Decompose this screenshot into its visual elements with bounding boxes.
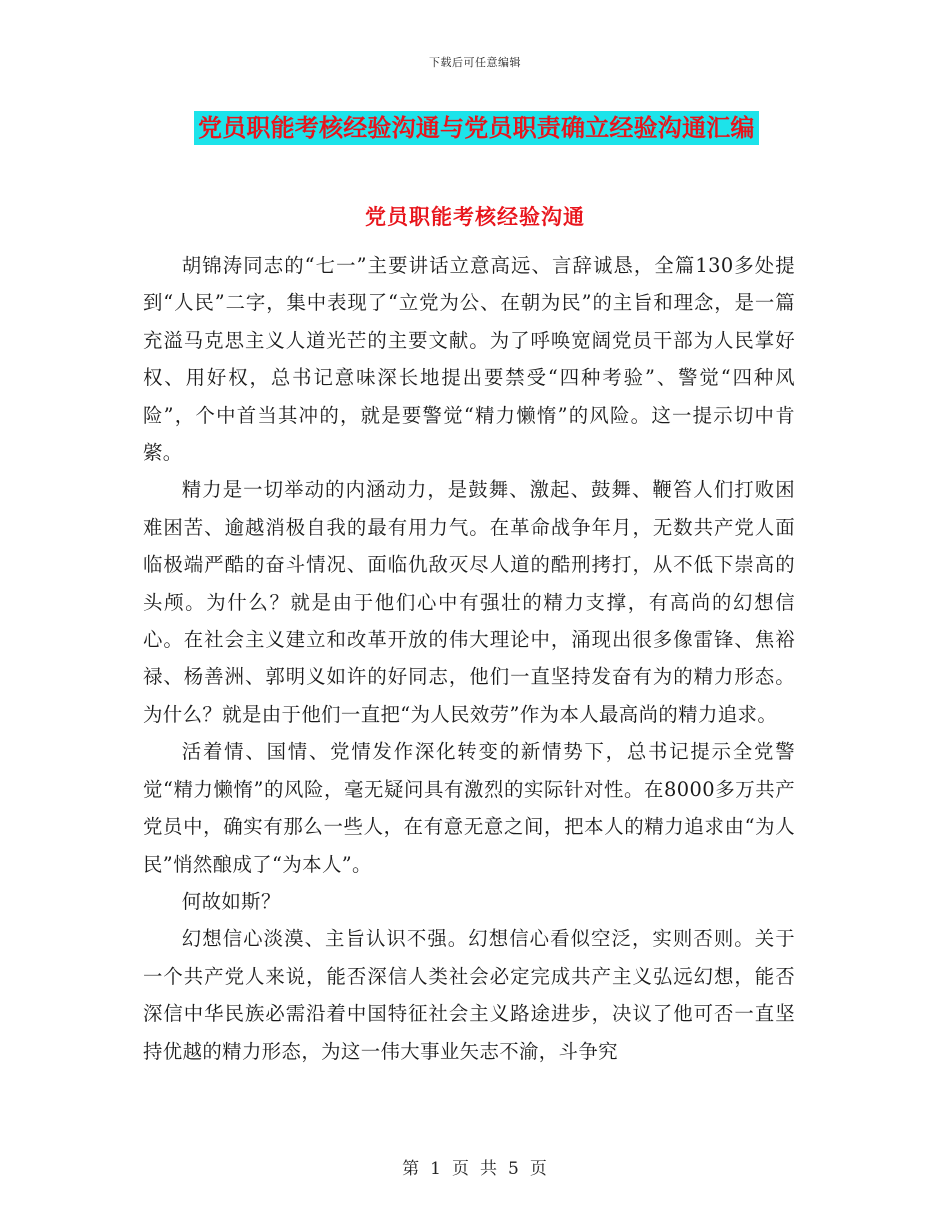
paragraph: 精力是一切举动的内涵动力，是鼓舞、激起、鼓舞、鞭笞人们打败困难困苦、逾越消极自我的最有用力气。在革命战争年月，无数共产党人面临极端严酷的奋斗情况、面临仇敌灭尽人道的酷刑拷打，从不低下崇高的头颅。为什么？就是由于他们心中有强壮的精力支撑，有高尚的幻想信心。在社会主义建立和改革开放的伟大理论中，涌现出很多像雷锋、焦裕禄、杨善洲、郭明义如许的好同志，他们一直坚持发奋有为的精力形态。为什么？就是由于他们一直把“为人民效劳”作为本人最高尚的精力追求。 (143, 478, 795, 726)
footer-total-label: 共 (480, 1159, 498, 1179)
footer-prefix: 第 (402, 1159, 421, 1179)
paragraph: 活着情、国情、党情发作深化转变的新情势下，总书记提示全党警觉“精力懒惰”的风险，毫无疑问具有激烈的实际针对性。在8000多万共产党员中，确实有那么一些人，在有意无意之间，把本人的精力追求由“为人民”悄然酿成了“为本人”。 (143, 740, 795, 876)
paragraph: 幻想信心淡漠、主旨认识不强。幻想信心看似空泛，实则否则。关于一个共产党人来说，能否深信人类社会必定完成共产主义弘远幻想，能否深信中华民族必需沿着中国特征社会主义路途进步，决议了他可否一直坚持优越的精力形态，为这一伟大事业矢志不渝，斗争究 (143, 927, 795, 1063)
page-header-note: 下载后可任意编辑 (429, 56, 521, 69)
current-page-number: 1 (430, 1159, 442, 1179)
footer-page-word: 页 (452, 1159, 470, 1179)
paragraph: 胡锦涛同志的“七一”主要讲话立意高远、言辞诚恳，全篇130多处提到“人民”二字，集中表现了“立党为公、在朝为民”的主旨和理念，是一篇充溢马克思主义人道光芒的主要文献。为了呼唤宽阔党员干部为人民掌好权、用好权，总书记意味深长地提出要禁受“四种考验”、警觉“四种风险”，个中首当其冲的，就是要警觉“精力懒惰”的风险。这一提示切中肯綮。 (143, 254, 795, 465)
footer-suffix: 页 (529, 1159, 548, 1179)
total-page-number: 5 (508, 1159, 520, 1179)
paragraph: 何故如斯？ (181, 889, 281, 913)
document-title: 党员职能考核经验沟通与党员职责确立经验沟通汇编 (194, 111, 759, 145)
page-footer (0, 1154, 950, 1179)
document-body (143, 247, 795, 1070)
section-title: 党员职能考核经验沟通 (365, 205, 585, 229)
